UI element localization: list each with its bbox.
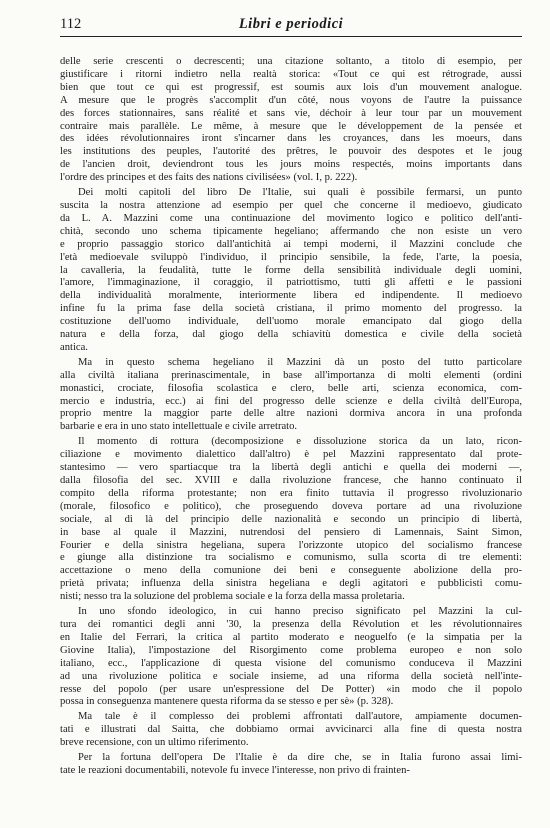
text-line: Ma tale è il complesso dei problemi affrontati dall'autore, ampiamente documen- <box>78 711 522 723</box>
text-line: costituzione dell'uomo individuale, dell'uomo morale emancipato dal giogo della <box>60 316 522 328</box>
text-line: nisti; nesso tra la soluzione del problema sociale e la forza della massa proletaria. <box>60 591 405 603</box>
text-line: alla civiltà italiana prerinascimentale, in base all'importanza di molti elementi (ordini <box>60 369 522 381</box>
paragraph <box>60 436 522 604</box>
paragraph <box>60 752 522 778</box>
text-line: de l'ancien droit, deviendront tous les jours moins respectés, moins importants dans <box>60 159 522 171</box>
article-body <box>60 56 522 778</box>
text-line: la cavalleria, la feudalità, tutte le forme della sensibilità individuale degli uomini, <box>60 264 522 276</box>
text-line: In uno sfondo ideologico, in cui hanno preciso significato pel Mazzini la cul- <box>78 606 522 618</box>
page-number: 112 <box>60 16 82 32</box>
text-line: italiano, ecc., l'applicazione di questa visione del comunismo conduceva il Mazzini <box>60 657 522 669</box>
text-line: ad una rivoluzione politica e sociale insieme, ad una riforma della società nell'inte- <box>60 670 522 682</box>
paragraph <box>60 711 522 750</box>
text-line: e proprio passaggio storico dall'antichità ai tempi moderni, il Mazzini conclude che <box>60 238 522 250</box>
text-line: tura dei romantici degli anni '30, la presenza della Révolution et les révolutionnaires <box>60 618 522 630</box>
text-line: monastici, crociate, filosofia scolastica e clero, belle arti, scienza economica, com- <box>60 382 522 394</box>
text-line: accettazione o meno della comunione dei beni e conseguente abolizione della pro- <box>60 565 522 577</box>
text-line: l'ordre des principes et des faits des nations civilisées» (vol. I, p. 222). <box>60 172 358 184</box>
text-line: ciliazione e movimento dialettico dall'altro) è pel Mazzini rappresentato dal prote- <box>60 449 522 461</box>
text-line: les institutions des peuples, l'autorité des prêtres, le pouvoir des despotes et le joug <box>60 146 522 158</box>
text-line: antica. <box>60 341 88 353</box>
text-line: bien que tout ce qui est progressif, est soumis aux lois d'un mouvement analogue. <box>60 81 522 93</box>
text-line: dalla filosofia del sec. XVIII e dalla rivoluzione francese, che hanno continuato il <box>60 475 522 486</box>
paragraph <box>60 606 522 709</box>
text-line: tate le reazioni documentabili, notevole fu invece l'interesse, non privo di frainten- <box>60 764 410 776</box>
text-line: tati e illustrati dal Saitta, che dobbiamo ormai avvicinarci alla fine di questa nostra <box>60 724 522 736</box>
text-line: da L. A. Mazzini come una continuazione del movimento logico e politico dell'anti- <box>60 212 522 224</box>
text-line: Fourier e della sinistra hegeliana, supera l'orizzonte utopico del socialismo francese <box>60 539 522 551</box>
text-line: A mesure que le progrès s'accomplit d'un côté, nous voyons de l'autre la puissance <box>60 94 522 106</box>
text-line: des forces stationnaires, sans réalité et sans vie, déchoir à leur tour par un mouvement <box>60 107 522 119</box>
text-line: l'età medioevale sviluppò l'individuo, il principio sensibile, la fede, l'arte, la poesia, <box>60 251 522 263</box>
paragraph <box>60 56 522 185</box>
text-line: prietà privata; influenza della sinistra hegeliana e degli agitatori e pubblicisti comu- <box>60 578 522 590</box>
text-line: en Italie del Ferrari, la critica al partito moderato e neoguelfo (e la simpatia per la <box>60 631 522 643</box>
text-line: possa in conseguenza mantenere questa riforma da se stesso e per sè» (p. 328). <box>60 696 394 708</box>
text-line: sociale, al di là del principio delle nazionalità e secondo un principio di libertà, <box>60 513 522 525</box>
text-line: stantesimo — vero spartiacque tra la libertà degli antichi e quella dei moderni —, <box>60 462 522 474</box>
page-header <box>60 14 522 37</box>
text-line: breve recensione, con un ultimo riferimento. <box>60 737 249 749</box>
paragraph <box>60 357 522 434</box>
text-line: contraire mais parallèle. Le même, à mesure que le développement de la pensée et <box>60 120 522 132</box>
text-line: mercio e industria, ecc.) ai fini del progresso delle scienze e della civiltà dell'Europa, <box>60 395 522 407</box>
text-line: barbarie e era in uno stato intellettuale e civile arretrato. <box>60 421 298 433</box>
text-line: compito della riforma protestante; non era finito tuttavia il progresso rivoluzionario <box>60 487 522 499</box>
text-line: chità, secondo uno schema tipicamente hegeliano; affermando che non esiste un vero <box>60 225 522 237</box>
text-line: Il momento di rottura (decomposizione e dissoluzione storica da un lato, ricon- <box>78 436 522 448</box>
text-line: suscita la nostra attenzione ad esempio per quel che concerne il medioevo, giudicato <box>60 199 522 211</box>
text-line: Ma in questo schema hegeliano il Mazzini dà un posto del tutto particolare <box>78 356 522 368</box>
text-line: infine fu la prima fase della società cristiana, il primo momento del progresso. la <box>60 303 522 315</box>
text-line: proprio mentre la maggior parte delle altre nazioni dormiva ancora in una profonda <box>60 408 522 420</box>
text-line: delle serie crescenti o decrescenti; una citazione soltanto, a titolo di esempio, per <box>60 56 522 67</box>
text-line: giustificare i ritorni indietro nella realtà storica: «Tout ce qui est rétrograde, aussi <box>60 68 522 80</box>
running-title: Libri e periodici <box>238 16 344 32</box>
paragraph <box>60 187 522 355</box>
text-line: resse del popolo (per usare un'espressione del De Potter) «in modo che il popolo <box>60 683 522 695</box>
text-line: natura e della forza, dal giogo della schiavitù domestica e civile della società <box>60 329 522 341</box>
text-line: Dei molti capitoli del libro De l'Italie, sui quali è possibile fermarsi, un punto <box>78 187 522 199</box>
text-line: l'amore, l'immaginazione, il coraggio, il patriottismo, tutti gli affetti e le passioni <box>60 277 522 289</box>
text-line: della individualità moralmente, interiormente libera ed indipendente. Il medioevo <box>60 290 522 302</box>
text-line: Giovine Italia), l'impostazione del Risorgimento come problema europeo e non solo <box>60 644 522 656</box>
text-line: des idées révolutionnaires iront s'incarner dans les croyances, dans les moeurs, dans <box>60 133 522 145</box>
text-line: (morale, filosofico e politico), che proseguendo doveva portare ad una rivoluzione <box>60 500 522 512</box>
text-line: e giunge alla distinzione tra socialismo e comunismo, sulla scorta di tre elementi: <box>60 552 522 564</box>
text-line: in base al quale il Mazzini, nutrendosi del pensiero di Lamennais, Saint Simon, <box>60 526 522 538</box>
text-line: Per la fortuna dell'opera De l'Italie è da dire che, se in Italia furono assai limi- <box>78 752 522 764</box>
